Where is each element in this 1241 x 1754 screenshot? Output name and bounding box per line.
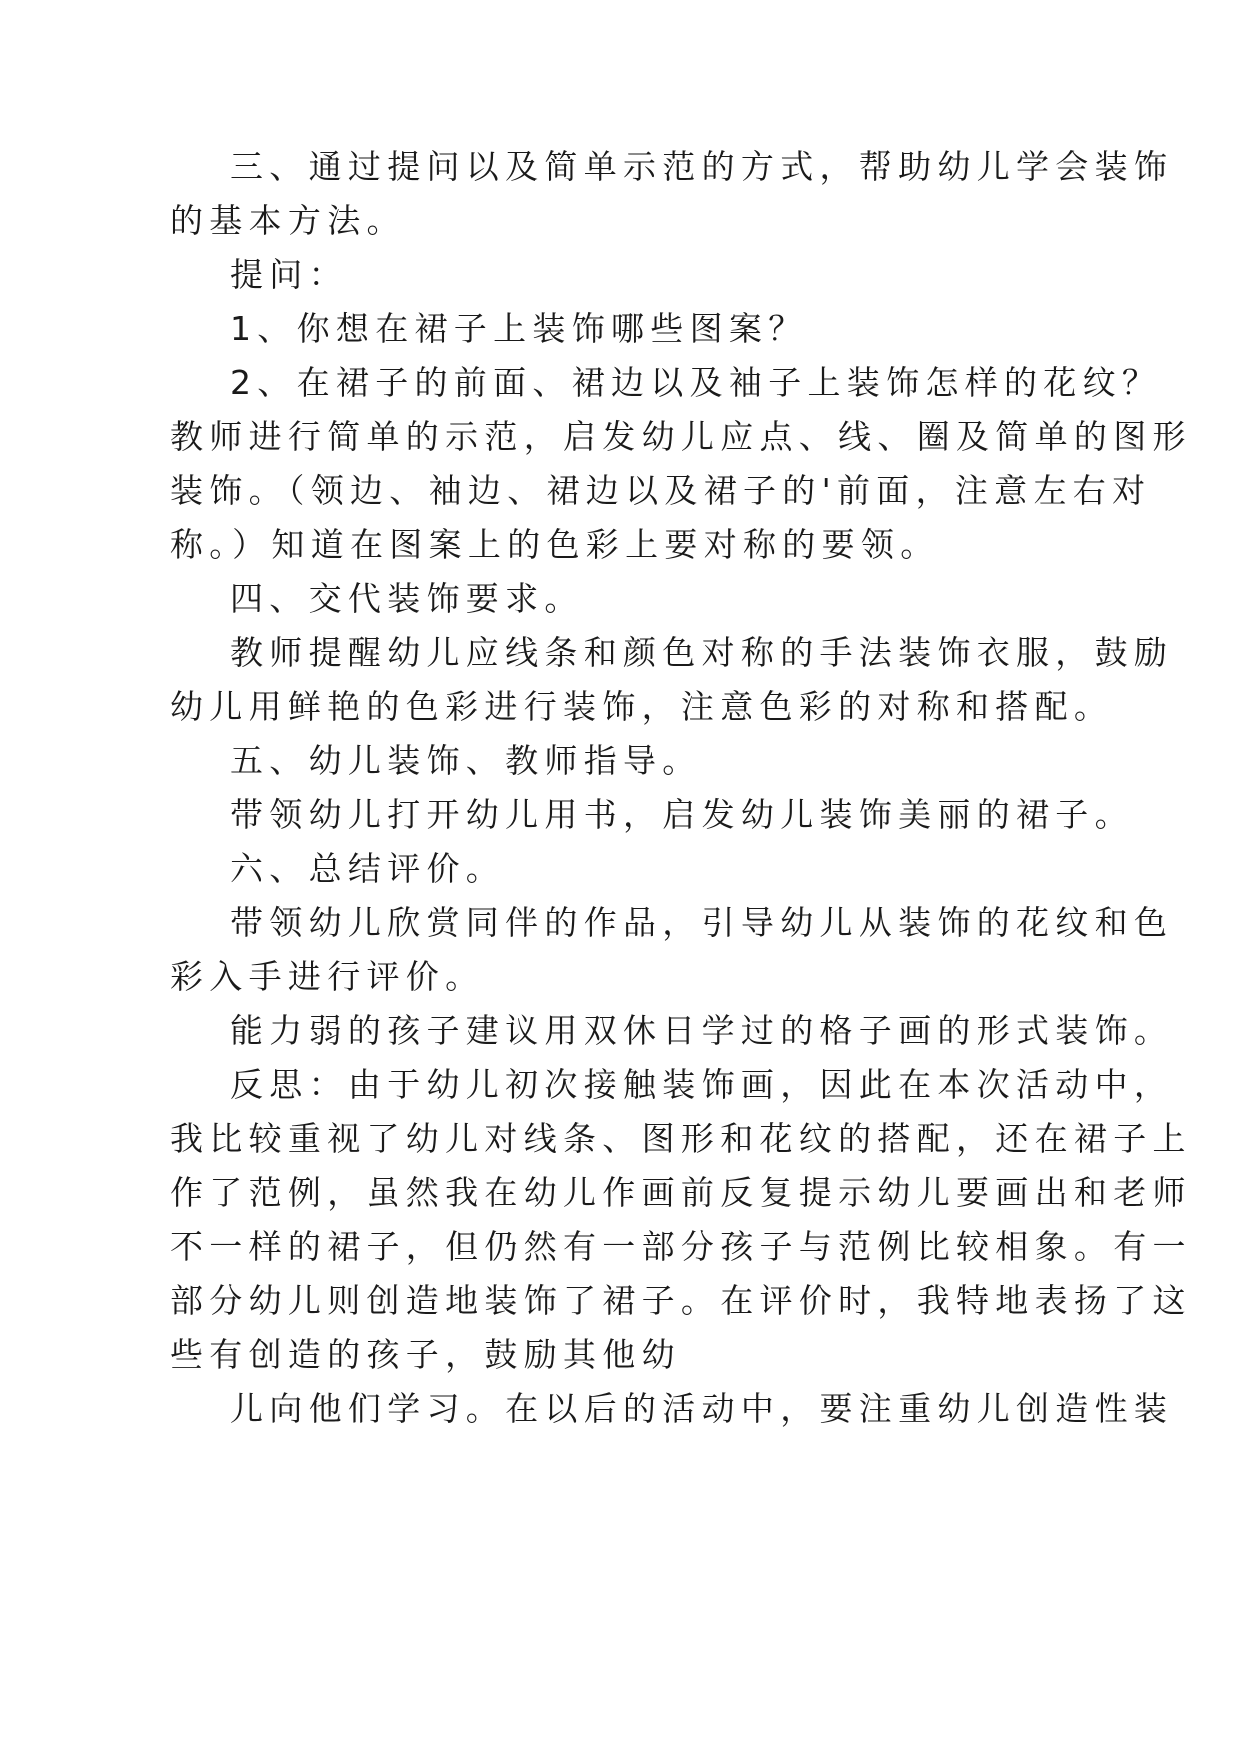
paragraph-line: 2、在裙子的前面、裙边以及袖子上装饰怎样的花纹？ [230,363,1162,402]
paragraph-line: 幼儿用鲜艳的色彩进行装饰，注意色彩的对称和搭配。 [170,687,1114,726]
paragraph-line: 四、交代装饰要求。 [230,579,584,618]
paragraph-line: 不一样的裙子，但仍然有一部分孩子与范例比较相象。有一 [170,1227,1192,1266]
paragraph-line: 带领幼儿打开幼儿用书，启发幼儿装饰美丽的裙子。 [230,795,1134,834]
paragraph-line: 教师提醒幼儿应线条和颜色对称的手法装饰衣服，鼓励 [230,633,1174,672]
paragraph-line: 五、幼儿装饰、教师指导。 [230,741,702,780]
paragraph-line: 作了范例，虽然我在幼儿作画前反复提示幼儿要画出和老师 [170,1173,1192,1212]
paragraph-line: 反思：由于幼儿初次接触装饰画，因此在本次活动中， [230,1065,1174,1104]
paragraph-line: 称。）知道在图案上的色彩上要对称的要领。 [170,525,940,564]
paragraph-line: 带领幼儿欣赏同伴的作品，引导幼儿从装饰的花纹和色 [230,903,1174,942]
paragraph-line: 能力弱的孩子建议用双休日学过的格子画的形式装饰。 [230,1011,1174,1050]
paragraph-line: 1、你想在裙子上装饰哪些图案？ [230,309,808,348]
paragraph-line: 六、总结评价。 [230,849,506,888]
paragraph-line: 彩入手进行评价。 [170,957,485,996]
paragraph-line: 儿向他们学习。在以后的活动中，要注重幼儿创造性装 [230,1389,1174,1428]
paragraph-line: 装饰。（领边、袖边、裙边以及裙子的'前面，注意左右对 [170,471,1152,510]
paragraph-line: 三、通过提问以及简单示范的方式，帮助幼儿学会装饰 [230,147,1174,186]
paragraph-line: 教师进行简单的示范，启发幼儿应点、线、圈及简单的图形 [170,417,1192,456]
paragraph-line: 提问： [230,255,348,294]
paragraph-line: 我比较重视了幼儿对线条、图形和花纹的搭配，还在裙子上 [170,1119,1192,1158]
paragraph-line: 些有创造的孩子，鼓励其他幼 [170,1335,681,1374]
paragraph-line: 部分幼儿则创造地装饰了裙子。在评价时，我特地表扬了这 [170,1281,1192,1320]
paragraph-line: 的基本方法。 [170,201,406,240]
